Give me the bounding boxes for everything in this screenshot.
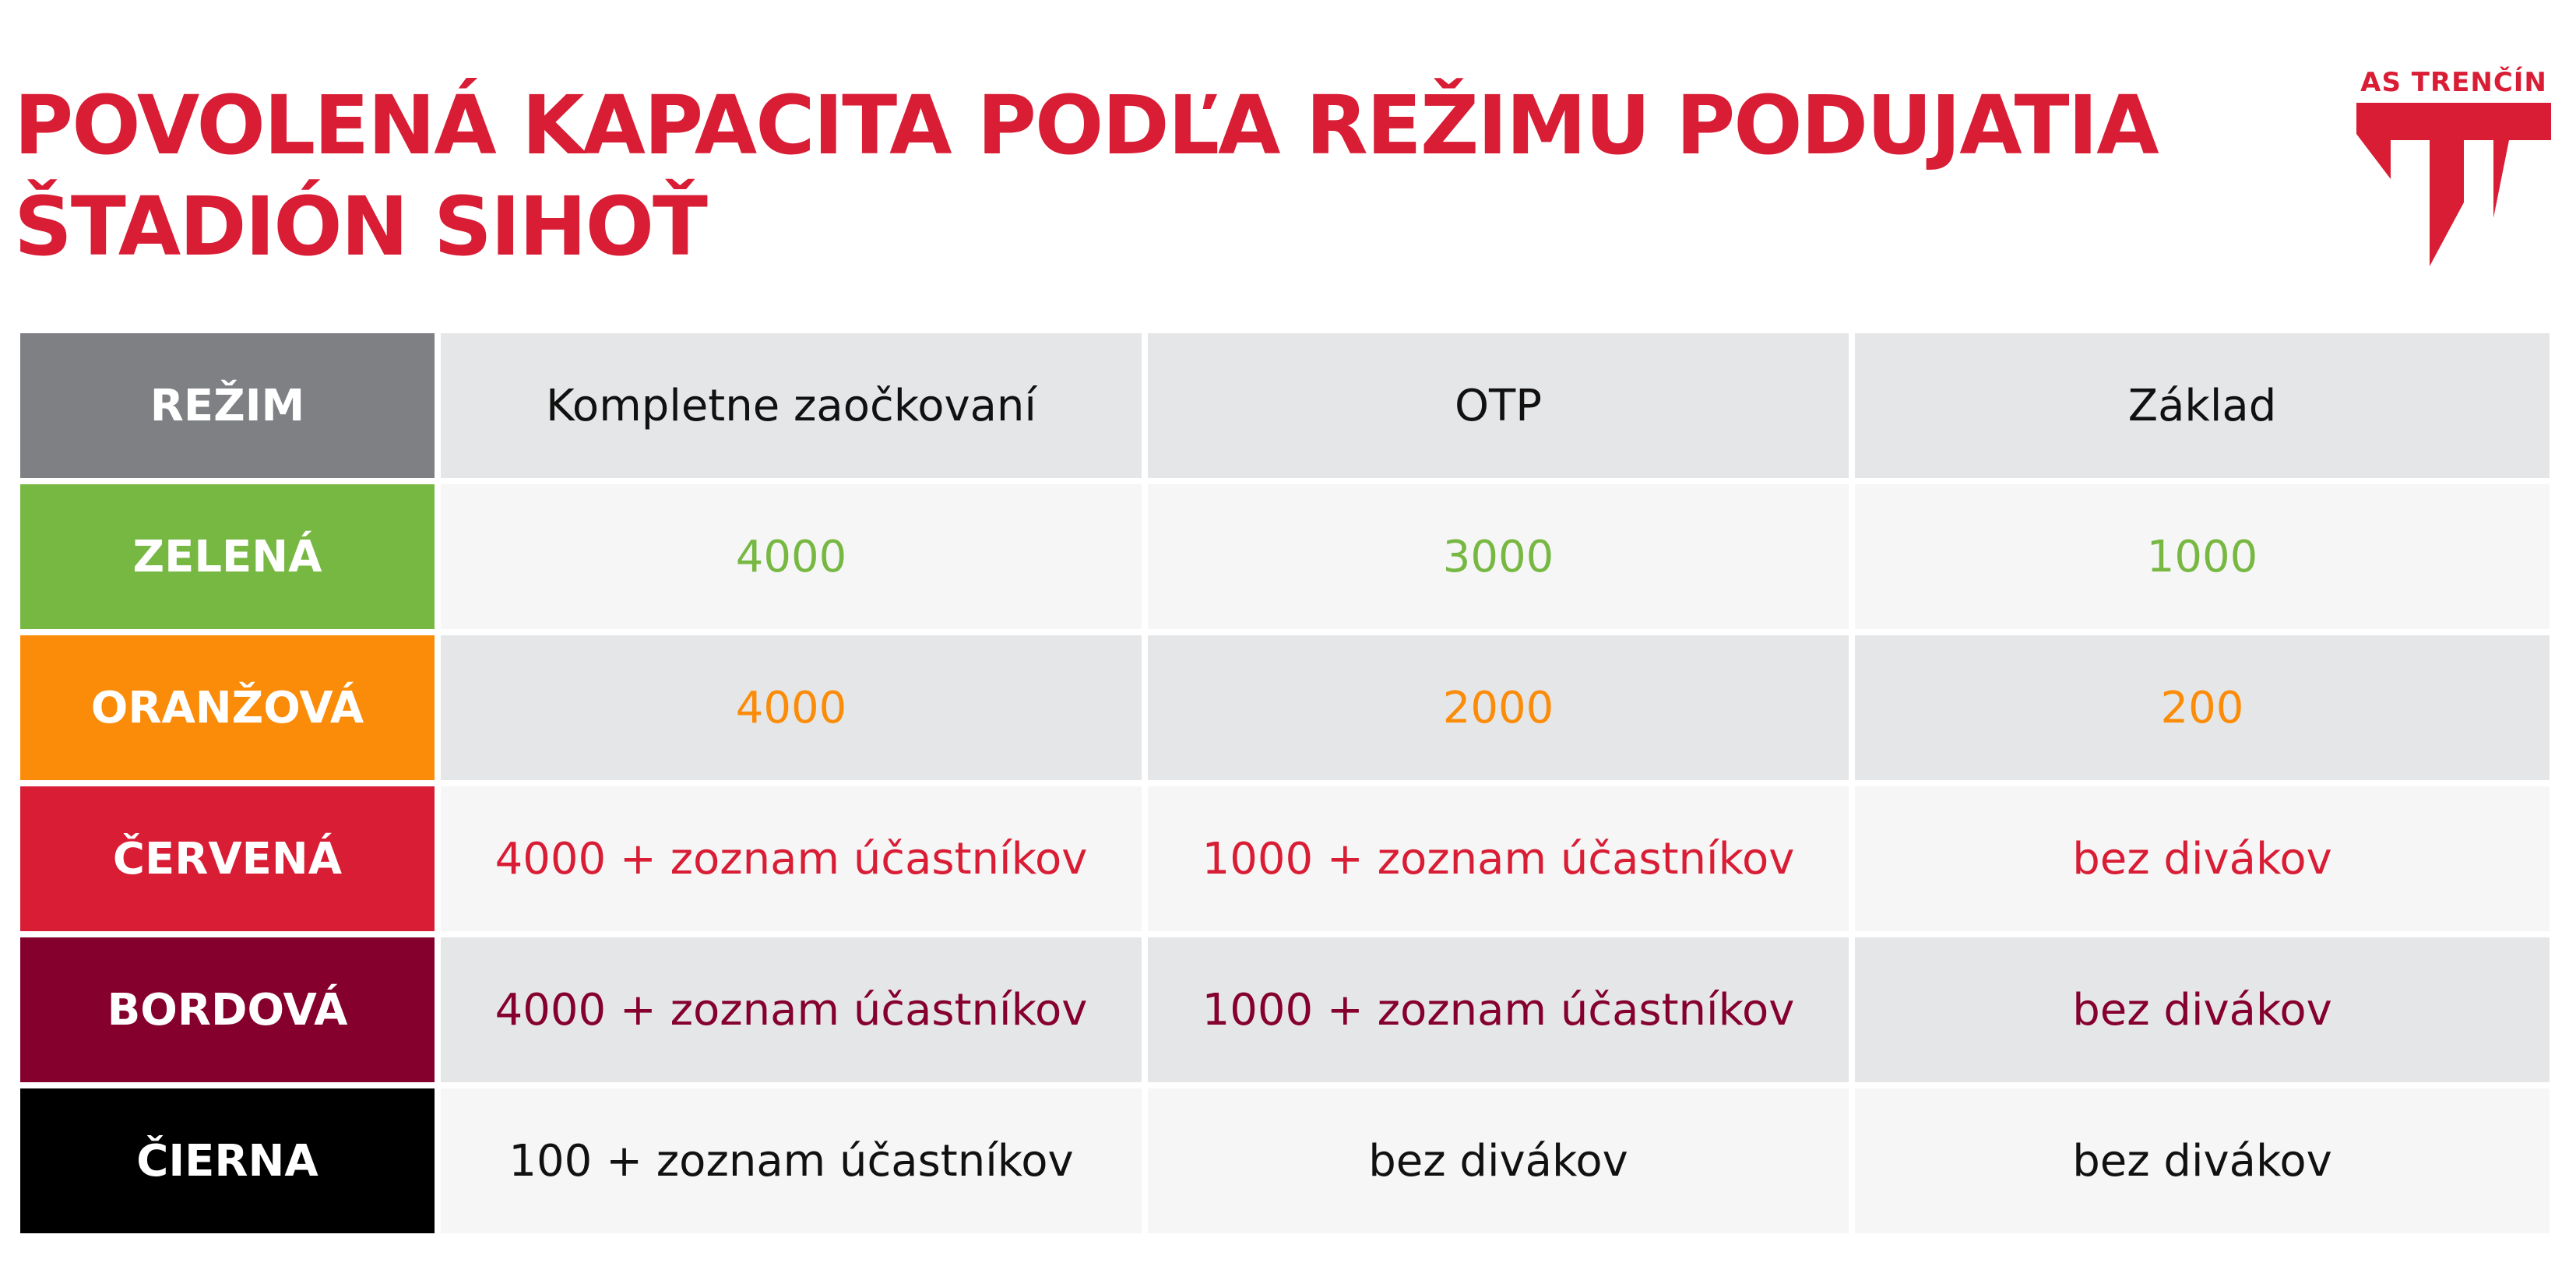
title-line-1: POVOLENÁ KAPACITA PODĽA REŽIMU PODUJATIA: [14, 78, 2158, 173]
value-cell: bez divákov: [1148, 1088, 1849, 1233]
column-header-otp: OTP: [1148, 333, 1849, 478]
value-cell: 2000: [1148, 635, 1849, 780]
table-row: [20, 635, 2550, 780]
logo-text: AS TRENČÍN: [2360, 67, 2547, 98]
value-cell: 200: [1855, 635, 2550, 780]
table-row: [20, 484, 2550, 629]
value-cell: 4000: [441, 484, 1142, 629]
value-cell: 1000 + zoznam účastníkov: [1148, 937, 1849, 1082]
value-cell: bez divákov: [1855, 786, 2550, 931]
mode-cell-zelena: ZELENÁ: [20, 484, 435, 629]
value-cell: 4000 + zoznam účastníkov: [441, 937, 1142, 1082]
value-cell: 4000 + zoznam účastníkov: [441, 786, 1142, 931]
column-header-basic: Základ: [1855, 333, 2550, 478]
value-cell: bez divákov: [1855, 1088, 2550, 1233]
value-cell: bez divákov: [1855, 937, 2550, 1082]
table-row: [20, 786, 2550, 931]
trencin-t-logo-icon: [2356, 103, 2551, 266]
page-title: [14, 75, 2272, 277]
table-row: [20, 937, 2550, 1082]
value-cell: 1000 + zoznam účastníkov: [1148, 786, 1849, 931]
value-cell: 3000: [1148, 484, 1849, 629]
mode-header-cell: REŽIM: [20, 333, 435, 478]
value-cell: 100 + zoznam účastníkov: [441, 1088, 1142, 1233]
club-logo: [2356, 67, 2551, 269]
mode-cell-oranzova: ORANŽOVÁ: [20, 635, 435, 780]
table-row: [20, 1088, 2550, 1233]
value-cell: 1000: [1855, 484, 2550, 629]
mode-cell-bordova: BORDOVÁ: [20, 937, 435, 1082]
value-cell: 4000: [441, 635, 1142, 780]
table-header-row: [20, 333, 2550, 478]
mode-cell-cervena: ČERVENÁ: [20, 786, 435, 931]
title-line-2: ŠTADIÓN SIHOŤ: [14, 179, 706, 274]
mode-cell-cierna: ČIERNA: [20, 1088, 435, 1233]
column-header-vaccinated: Kompletne zaočkovaní: [441, 333, 1142, 478]
capacity-table: [14, 327, 2556, 1240]
